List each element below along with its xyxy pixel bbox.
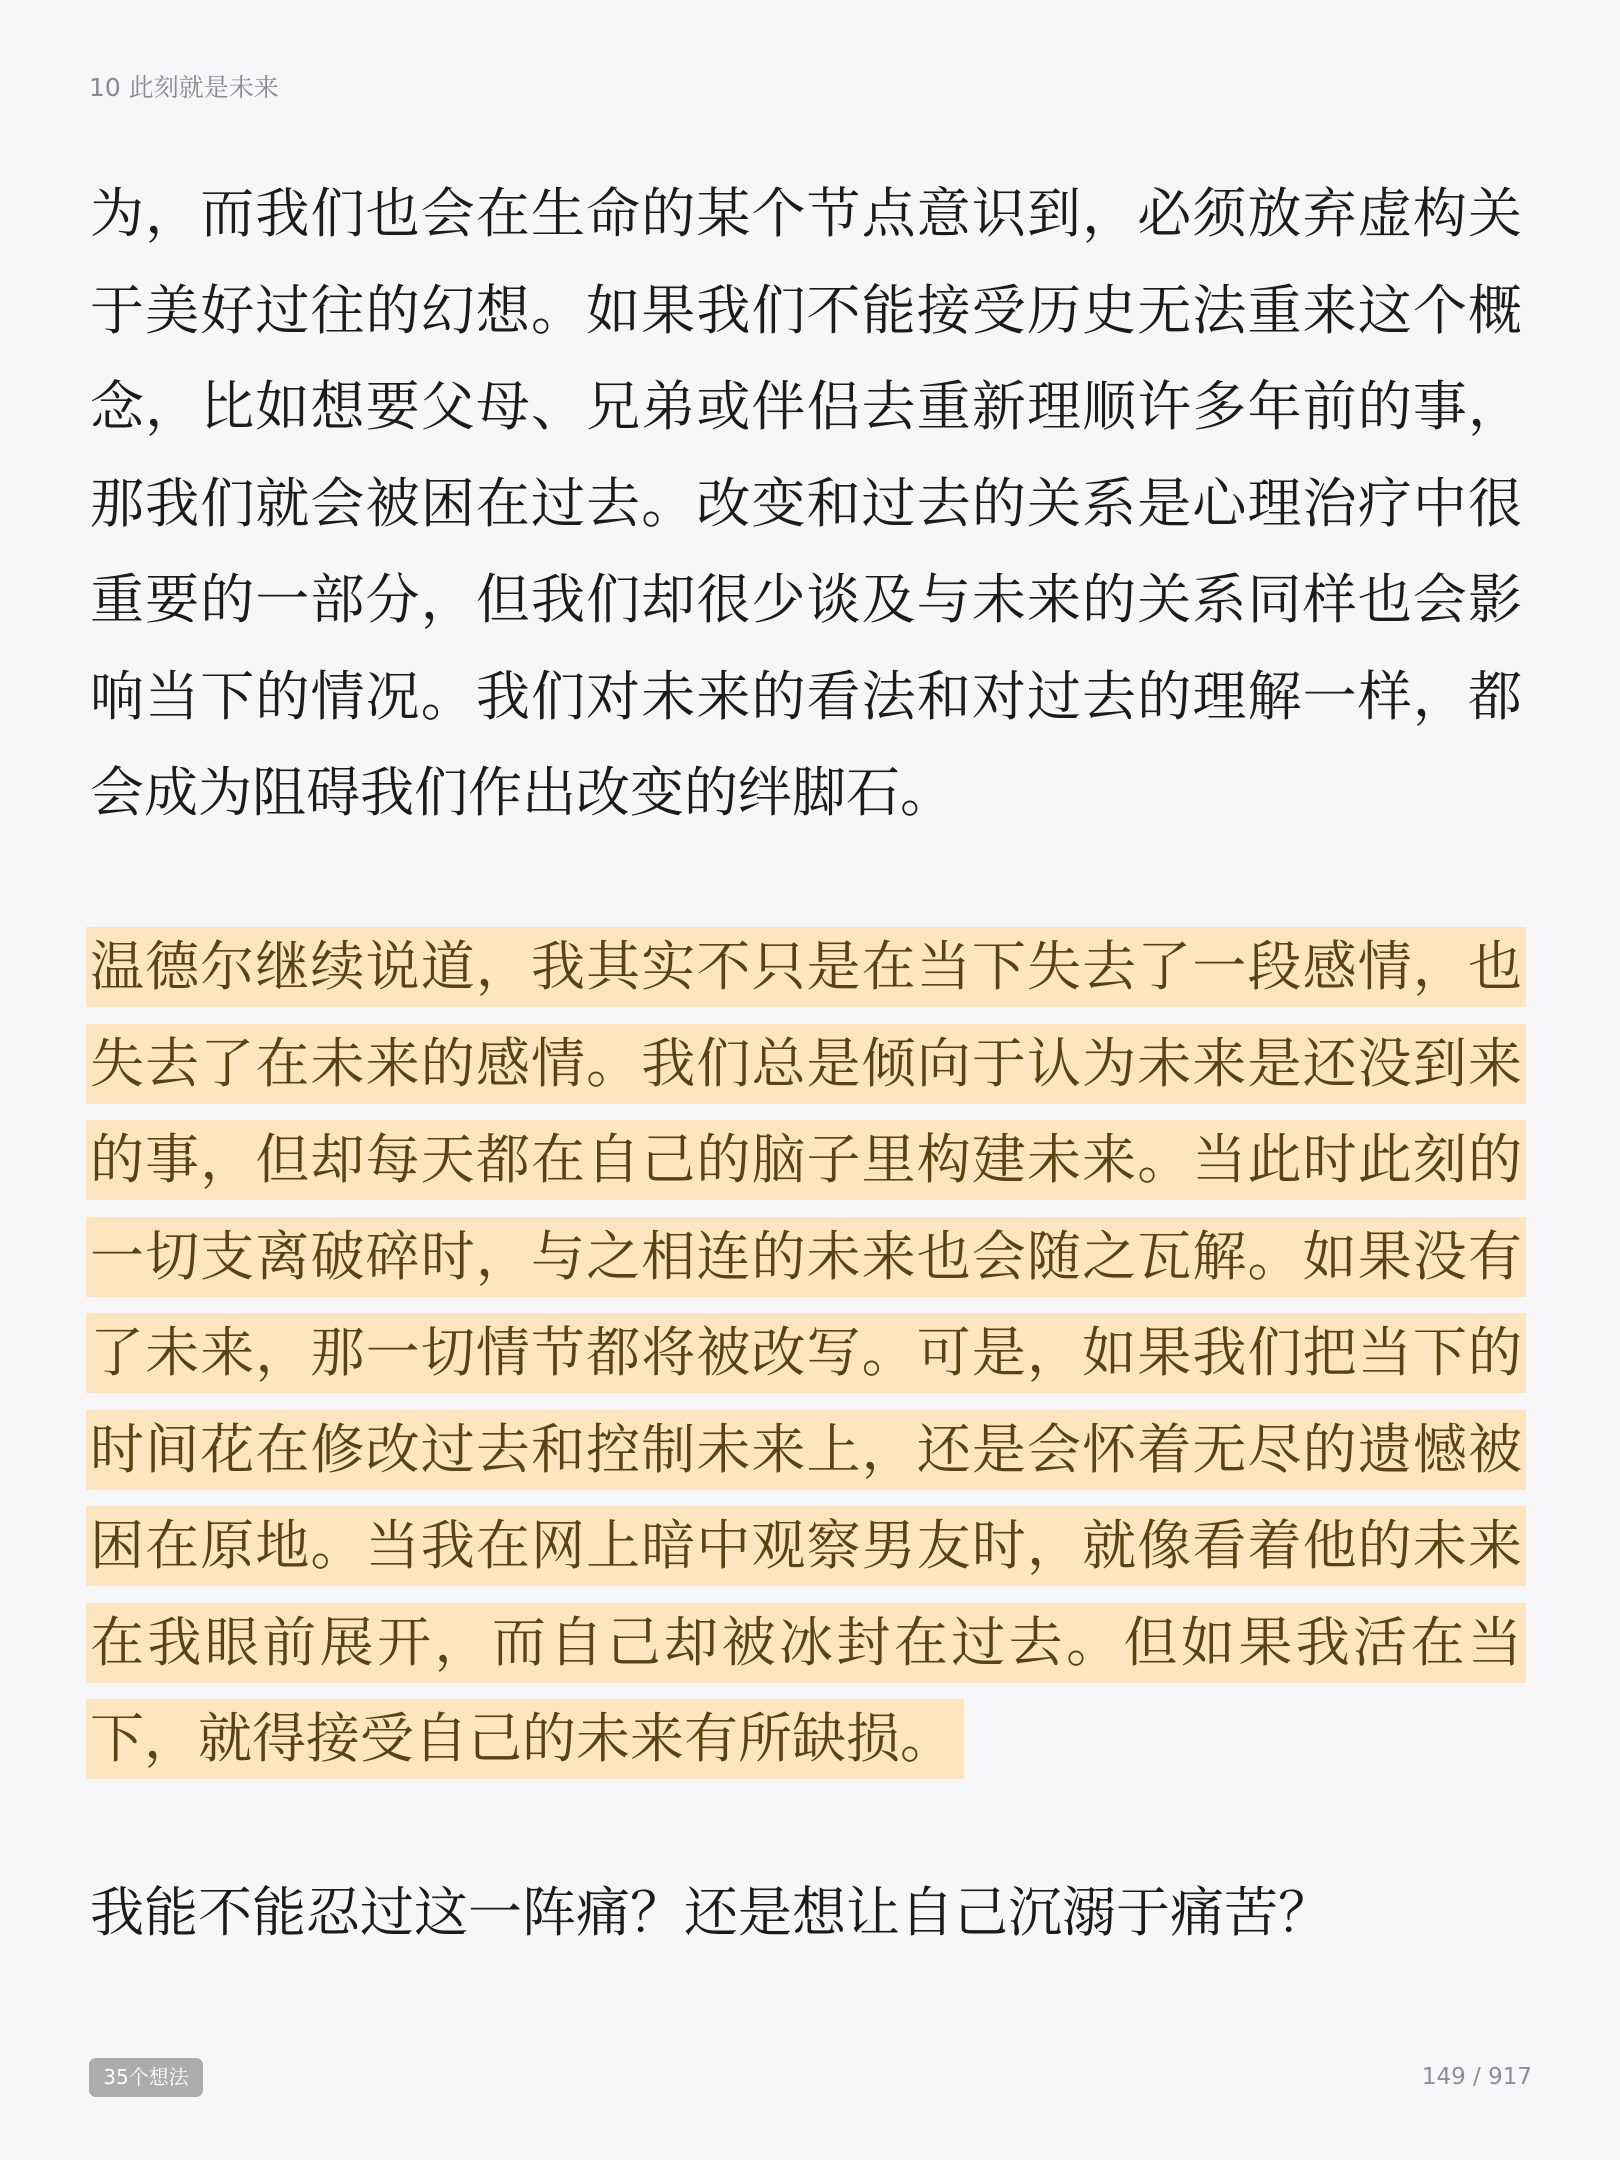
text-line: 响当下的情况。我们对未来的看法和对过去的理解一样，都	[90, 665, 1522, 728]
highlighted-line[interactable]: 困在原地。当我在网上暗中观察男友时，就像看着他的未来	[86, 1506, 1526, 1586]
highlighted-line[interactable]: 在我眼前展开，而自己却被冰封在过去。但如果我活在当	[86, 1603, 1526, 1683]
highlighted-line[interactable]: 一切支离破碎时，与之相连的未来也会随之瓦解。如果没有	[86, 1217, 1526, 1297]
highlighted-line[interactable]: 失去了在未来的感情。我们总是倾向于认为未来是还没到来	[86, 1024, 1526, 1104]
highlighted-line[interactable]: 温德尔继续说道，我其实不只是在当下失去了一段感情，也	[86, 927, 1526, 1007]
highlighted-line[interactable]: 下，就得接受自己的未来有所缺损。	[86, 1699, 964, 1779]
text-line: 那我们就会被困在过去。改变和过去的关系是心理治疗中很	[90, 472, 1522, 535]
thoughts-badge[interactable]: 35个想法	[89, 2058, 203, 2097]
text-line: 念，比如想要父母、兄弟或伴侣去重新理顺许多年前的事，	[90, 375, 1522, 438]
highlighted-line[interactable]: 的事，但却每天都在自己的脑子里构建未来。当此时此刻的	[86, 1120, 1526, 1200]
text-line: 为，而我们也会在生命的某个节点意识到，必须放弃虚构关	[90, 182, 1522, 245]
text-line: 会成为阻碍我们作出改变的绊脚石。	[90, 761, 954, 824]
highlighted-line[interactable]: 了未来，那一切情节都将被改写。可是，如果我们把当下的	[86, 1313, 1526, 1393]
highlighted-line[interactable]: 时间花在修改过去和控制未来上，还是会怀着无尽的遗憾被	[86, 1410, 1526, 1490]
text-line: 重要的一部分，但我们却很少谈及与未来的关系同样也会影	[90, 568, 1522, 631]
chapter-title: 10 此刻就是未来	[89, 73, 279, 102]
text-line: 我能不能忍过这一阵痛？还是想让自己沉溺于痛苦？	[90, 1881, 1332, 1944]
text-line: 于美好过往的幻想。如果我们不能接受历史无法重来这个概	[90, 279, 1522, 342]
page-indicator: 149 / 917	[1421, 2064, 1532, 2090]
